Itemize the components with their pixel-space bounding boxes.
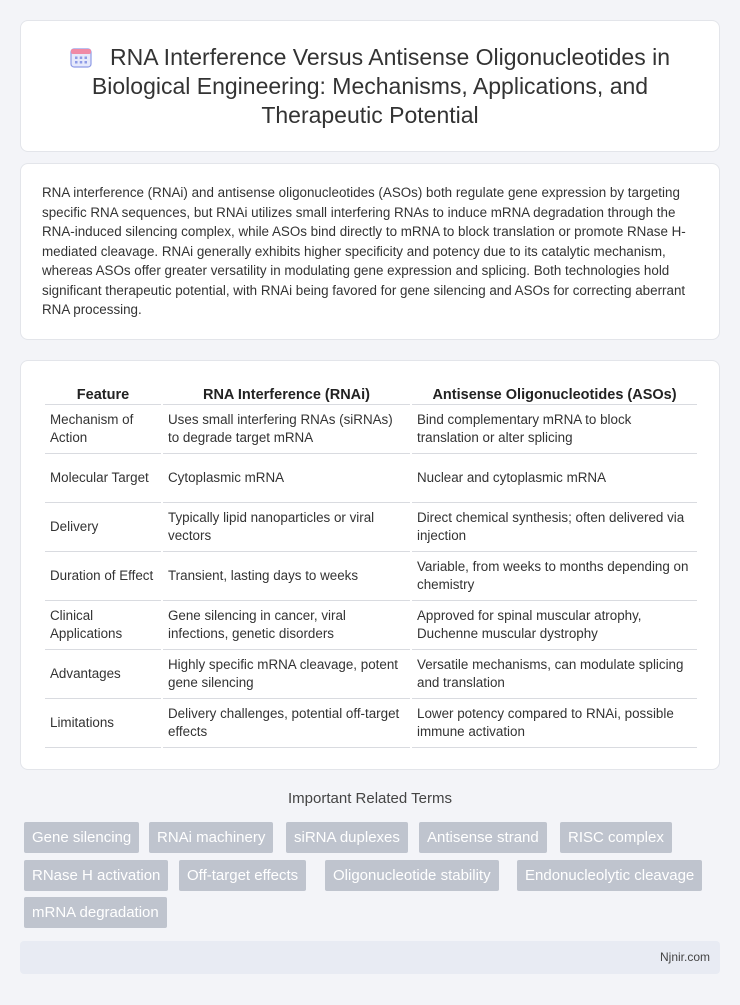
table-row: [45, 405, 697, 454]
page-title: RNA Interference Versus Antisense Oligonucleotides in Biological Engineering: Mechanisms, Applications, and Therapeutic Potential: [91, 44, 670, 128]
term-tag[interactable]: Antisense strand: [419, 822, 547, 853]
rnai-cell: Delivery challenges, potential off-target effects: [163, 699, 410, 748]
term-tag[interactable]: RISC complex: [560, 822, 672, 853]
term-tag[interactable]: RNAi machinery: [149, 822, 273, 853]
table-row: [45, 503, 697, 552]
aso-cell: Bind complementary mRNA to block translation or alter splicing: [412, 405, 697, 454]
comparison-table: [43, 383, 699, 748]
aso-cell: Variable, from weeks to months depending on chemistry: [412, 552, 697, 601]
aso-cell: Approved for spinal muscular atrophy, Duchenne muscular dystrophy: [412, 601, 697, 650]
feature-cell: Limitations: [45, 699, 161, 748]
footer: [20, 941, 720, 974]
feature-cell: Advantages: [45, 650, 161, 699]
table-row: [45, 699, 697, 748]
rnai-cell: Typically lipid nanoparticles or viral vectors: [163, 503, 410, 552]
table-header-row: [45, 383, 697, 405]
related-terms-title: Important Related Terms: [288, 790, 452, 807]
rnai-cell: Transient, lasting days to weeks: [163, 552, 410, 601]
aso-cell: Nuclear and cytoplasmic mRNA: [412, 454, 697, 503]
summary-text: RNA interference (RNAi) and antisense oligonucleotides (ASOs) both regulate gene expression by targeting specific RNA sequences, but RNAi utilizes small interfering RNAs to induce mRNA degradation through the RNA-induced silencing complex, while ASOs bind directly to mRNA to block translation or promote RNase H-mediated cleavage. RNAi generally exhibits higher specificity and potency due to its catalytic mechanism, whereas ASOs offer greater versatility in modulating gene expression and splicing. Both technologies hold significant therapeutic potential, with RNAi being favored for gene silencing and ASOs for correcting aberrant RNA processing.: [42, 185, 686, 317]
feature-cell: Molecular Target: [45, 454, 161, 503]
term-tag[interactable]: RNase H activation: [24, 860, 168, 891]
rnai-cell: Cytoplasmic mRNA: [163, 454, 410, 503]
term-tag[interactable]: siRNA duplexes: [286, 822, 408, 853]
aso-cell: Direct chemical synthesis; often delivered via injection: [412, 503, 697, 552]
comparison-table-card: [20, 360, 720, 770]
aso-cell: Lower potency compared to RNAi, possible immune activation: [412, 699, 697, 748]
table-row: [45, 650, 697, 699]
footer-site[interactable]: Njnir.com: [659, 950, 710, 964]
table-row: [45, 552, 697, 601]
header-rnai: RNA Interference (RNAi): [163, 383, 410, 405]
header-aso: Antisense Oligonucleotides (ASOs): [412, 383, 697, 405]
calendar-icon: [70, 46, 92, 68]
term-tag[interactable]: mRNA degradation: [24, 897, 167, 928]
summary-card: [20, 163, 720, 340]
title-card: [20, 20, 720, 152]
rnai-cell: Gene silencing in cancer, viral infections, genetic disorders: [163, 601, 410, 650]
table-row: [45, 601, 697, 650]
term-tag[interactable]: Oligonucleotide stability: [325, 860, 499, 891]
feature-cell: Delivery: [45, 503, 161, 552]
term-tag[interactable]: Endonucleolytic cleavage: [517, 860, 702, 891]
term-tag[interactable]: Gene silencing: [24, 822, 139, 853]
page-title-wrap: [51, 43, 689, 130]
aso-cell: Versatile mechanisms, can modulate splicing and translation: [412, 650, 697, 699]
rnai-cell: Highly specific mRNA cleavage, potent gene silencing: [163, 650, 410, 699]
term-tag[interactable]: Off-target effects: [179, 860, 306, 891]
table-row: [45, 454, 697, 503]
feature-cell: Duration of Effect: [45, 552, 161, 601]
feature-cell: Mechanism of Action: [45, 405, 161, 454]
header-feature: Feature: [45, 383, 161, 405]
rnai-cell: Uses small interfering RNAs (siRNAs) to degrade target mRNA: [163, 405, 410, 454]
feature-cell: Clinical Applications: [45, 601, 161, 650]
